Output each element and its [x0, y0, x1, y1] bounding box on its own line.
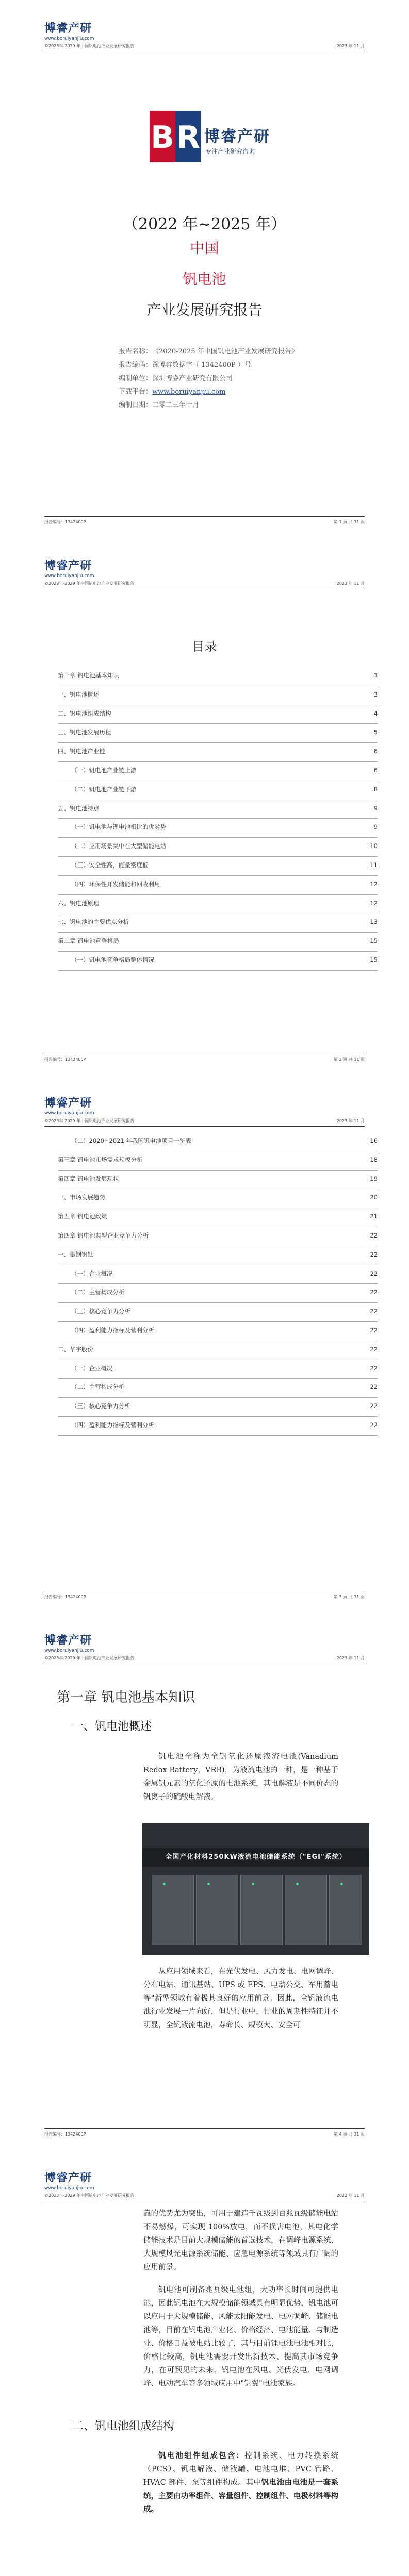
- toc-entry-page: 18: [370, 1156, 378, 1163]
- toc-entry[interactable]: [58, 895, 378, 914]
- toc-entry-text: 一、市场发展趋势: [58, 1194, 105, 1201]
- toc-entry-text: （四）环保性开发储能和回收利用: [71, 880, 160, 888]
- toc-entry-page: 13: [370, 918, 378, 926]
- header-logo: 博睿产研: [44, 1097, 92, 1110]
- toc-entry[interactable]: [58, 819, 378, 838]
- toc-entry-text: （一）企业概况: [71, 1269, 113, 1277]
- cover-product: 钒电池: [183, 270, 226, 287]
- toc-entry-text: 七、钒电池的主要优点分析: [58, 918, 129, 926]
- toc-entry-page: 22: [370, 1250, 378, 1258]
- toc-entry-page: 12: [370, 899, 378, 907]
- toc-entry[interactable]: [58, 1246, 378, 1265]
- toc-entry[interactable]: [58, 1171, 378, 1190]
- header-copyright: ©2023年-2029 年中国钒电池产业发展研究报告: [44, 1656, 135, 1660]
- paragraph: 钒电池组件组成包含：控制系统、电力转换系统（PCS）、钒电解液、储液罐、电池电堆、PVC 管路、HVAC 部件、泵等组件构成。其中钒电池由电池是一套系统，主要由功率组件、容量组件、控制组件、电极材料等构成。: [143, 2451, 338, 2514]
- page-footer: [44, 2128, 365, 2138]
- page-footer: [44, 516, 365, 526]
- toc-entry[interactable]: [58, 838, 378, 857]
- toc-entry[interactable]: [58, 781, 378, 800]
- header-url[interactable]: www.boruiyanjiu.com: [44, 573, 94, 579]
- section-title: 一、钒电池概述: [72, 1720, 152, 1733]
- toc-entry[interactable]: [58, 933, 378, 952]
- page-header: [44, 1628, 365, 1664]
- header-copyright: ©2023年-2029 年中国钒电池产业发展研究报告: [44, 2193, 135, 2198]
- page-footer: [44, 1591, 365, 1601]
- toc-entry-page: 22: [370, 1364, 378, 1372]
- toc-entry[interactable]: [58, 1398, 378, 1417]
- toc-entry[interactable]: [58, 705, 378, 724]
- toc-entry-page: 22: [370, 1231, 378, 1239]
- toc-entry-page: 22: [370, 1383, 378, 1391]
- toc-entry-page: 22: [370, 1289, 378, 1296]
- chapter-page-2: [0, 2149, 409, 2576]
- paragraph: 钒电池可制备兆瓦级电池组，大功率长时间可提供电能，因此钒电池在大规模储能领域具有明显优势，钒电池可以应用于大规模储能、风能太阳能发电、电网调峰、储能电池等，目前在钒电池产业化、价格经济、电池能量、与制造业、价格日益被电站比较了，其与目前锂电池电池相对比，价格比较高，钒电池需要开发出新技术、提高其市场竞争力，在可预见的未来，钒电池在风电、光伏发电、电网调峰、电动汽车等多领域应用中"钒翼"电池家族。: [143, 2286, 338, 2388]
- toc-entry-text: （四）盈利能力指标及营利分析: [71, 1421, 154, 1429]
- meta-row: 编制单位：深圳博睿产业研究有限公司: [119, 375, 233, 382]
- header-url[interactable]: www.boruiyanjiu.com: [44, 2185, 94, 2191]
- toc-entry-page: 10: [370, 842, 378, 850]
- toc-entry-text: 一、钒电池概述: [58, 690, 100, 698]
- page-number: 第 4 页 共 31 页: [334, 2132, 365, 2137]
- toc-entry-page: 22: [370, 1421, 378, 1429]
- report-number: 报告编号：1342400P: [44, 520, 86, 524]
- paragraph: 从应用领域来看，在光伏发电、风力发电、电网调峰、分布电站、通讯基站、UPS 或 EPS、电动公交、军用蓄电等"新型领域有着极其良好的应用前景。因此，全钒液流电池行业发展一片向好，但是行业中，行业的周期性特征并不明显，全钒液流电池，寿命长、规模大、安全可: [143, 1968, 338, 2029]
- toc-entry[interactable]: [58, 1151, 378, 1171]
- toc-entry-text: （一）钒电池产业链上游: [71, 766, 137, 774]
- header-logo: 博睿产研: [44, 22, 92, 35]
- brand-name: 博睿产研: [204, 128, 270, 146]
- toc-entry-text: （二）钒电池产业链下游: [71, 785, 137, 793]
- page-footer: [44, 1054, 365, 1063]
- toc-entry-text: 二、钒电池组成结构: [58, 709, 111, 717]
- toc-entry[interactable]: [58, 1132, 378, 1151]
- paragraph: 靠的优势尤为突出，可用于建造千瓦级到百兆瓦级储能电站不易燃爆，可实现 100%放电，而不损害电池，其电化学储能技术是目前大规模储能的首选技术，在调峰电源系统、大规模风光电源系统储能、应急电源系统等领域具有广阔的应用前景。: [143, 2210, 338, 2272]
- toc-entry-text: （二）应用场景集中在大型储能电站: [71, 842, 166, 850]
- toc-entry-text: （三）核心竞争力分析: [71, 1402, 130, 1410]
- meta-row: 下载平台：www.boruiyanjiu.com: [119, 388, 226, 396]
- report-number: 报告编号：1342400P: [44, 2132, 86, 2137]
- toc-entry[interactable]: [58, 952, 378, 971]
- toc-entry-page: 21: [370, 1213, 378, 1221]
- header-date: 2023 年 11 月: [336, 1118, 365, 1123]
- battery-system-photo: [142, 1823, 369, 1955]
- toc-entry[interactable]: [58, 686, 378, 705]
- toc-entry-page: 22: [370, 1269, 378, 1277]
- toc-entry[interactable]: [58, 1379, 378, 1398]
- page-number: 第 2 页 共 31 页: [334, 1057, 365, 1062]
- toc-entry[interactable]: [58, 762, 378, 781]
- svg-text:B: B: [151, 120, 174, 156]
- toc-entry-text: （二）2020~2021 年我国钒电池项目一览表: [71, 1137, 191, 1144]
- toc-entry-page: 6: [373, 766, 378, 774]
- toc-entry-page: 16: [370, 1137, 378, 1144]
- toc-entry-text: 四、钒电池产业链: [58, 748, 105, 755]
- page-header: [44, 1090, 365, 1127]
- page-number: 第 1 页 共 31 页: [334, 520, 365, 524]
- toc-entry[interactable]: [58, 913, 378, 933]
- toc-entry[interactable]: [58, 1417, 378, 1436]
- toc-entry-page: 22: [370, 1326, 378, 1334]
- toc-entry-text: 第三章 钒电池市场需求规模分析: [58, 1156, 143, 1163]
- toc-entry-page: 15: [370, 956, 378, 963]
- toc-entry-page: 9: [373, 804, 378, 812]
- toc-entry[interactable]: [58, 1227, 378, 1246]
- toc-entry-page: 11: [370, 861, 378, 869]
- toc-entry[interactable]: [58, 1360, 378, 1379]
- cover-region: 中国: [190, 240, 219, 257]
- toc-entry-text: （一）钒电池与锂电池相比的优劣势: [71, 823, 166, 831]
- toc-entry-text: （三）核心竞争力分析: [71, 1308, 130, 1315]
- meta-row: 报告编码：深博睿数据字（ 1342400P ）号: [119, 361, 251, 369]
- chapter-title: 第一章 钒电池基本知识: [57, 1690, 195, 1705]
- toc-entry-text: （一）企业概况: [71, 1364, 113, 1372]
- toc-entry-text: 第四章 钒电池典型企业竞争力分析: [58, 1231, 149, 1239]
- download-link[interactable]: www.boruiyanjiu.com: [152, 388, 226, 396]
- toc-entry-text: 五、钒电池特点: [58, 804, 100, 812]
- toc-entry-page: 5: [373, 728, 378, 736]
- toc-entry-page: 19: [370, 1175, 378, 1182]
- toc-entry-text: 二、华宇股份: [58, 1345, 93, 1353]
- toc-entry[interactable]: [58, 1265, 378, 1284]
- toc-entry-text: （一）钒电池竞争格局整体情况: [71, 956, 154, 963]
- toc-entry-text: 第五章 钒电池政策: [58, 1213, 107, 1221]
- toc-entry-page: 9: [373, 823, 378, 831]
- toc-page-2: [0, 1075, 409, 1612]
- page-number: 第 3 页 共 31 页: [334, 1595, 365, 1599]
- toc-entry-page: 12: [370, 880, 378, 888]
- toc-entry[interactable]: [58, 857, 378, 876]
- toc-entry[interactable]: [58, 1189, 378, 1208]
- page-header: [44, 15, 365, 52]
- toc-entry-text: 第一章 钒电池基本知识: [58, 672, 119, 679]
- header-copyright: ©2023年-2029 年中国钒电池产业发展研究报告: [44, 1118, 135, 1123]
- toc-entry-page: 3: [373, 672, 378, 679]
- header-copyright: ©2023年-2029 年中国钒电池产业发展研究报告: [44, 44, 135, 48]
- header-url[interactable]: www.boruiyanjiu.com: [44, 1111, 94, 1116]
- toc-entry-page: 22: [370, 1308, 378, 1315]
- toc-entry[interactable]: [58, 800, 378, 819]
- header-copyright: ©2023年-2029 年中国钒电池产业发展研究报告: [44, 581, 135, 586]
- toc-entry[interactable]: [58, 1322, 378, 1341]
- toc-entry[interactable]: [58, 876, 378, 895]
- toc-entry-text: （四）盈利能力指标及营利分析: [71, 1326, 154, 1334]
- toc-entry[interactable]: [58, 724, 378, 743]
- header-date: 2023 年 11 月: [336, 2193, 365, 2198]
- header-logo: 博睿产研: [44, 560, 92, 572]
- cover-years: （2022 年~2025 年）: [123, 215, 286, 233]
- toc-entry-page: 22: [370, 1402, 378, 1410]
- header-date: 2023 年 11 月: [336, 1656, 365, 1660]
- header-logo: 博睿产研: [44, 2172, 92, 2184]
- header-url[interactable]: www.boruiyanjiu.com: [44, 36, 94, 41]
- brand-slogan: 专注产业研究咨询: [205, 148, 255, 155]
- toc-list: [58, 667, 378, 971]
- toc-entry-text: 一、攀钢钒钛: [58, 1250, 93, 1258]
- paragraph: 钒电池全称为全钒氧化还原液流电池(Vanadium Redox Battery，VRB)，为液流电池的一种，是一种基于金属钒元素的氧化还原的电池系统，其电解液是不同价态的钒离子的硫酸电解液。: [143, 1753, 338, 1801]
- report-number: 报告编号：1342400P: [44, 1595, 86, 1599]
- toc-entry-page: 20: [370, 1194, 378, 1201]
- cover-meta: [119, 345, 346, 412]
- cover-title: 产业发展研究报告: [146, 301, 263, 318]
- toc-entry[interactable]: [58, 1208, 378, 1227]
- toc-entry-text: 第二章 钒电池竞争格局: [58, 937, 119, 945]
- toc-list: [58, 1132, 378, 1436]
- toc-entry-page: 8: [373, 785, 378, 793]
- toc-entry-page: 3: [373, 690, 378, 698]
- toc-entry-text: （二）主营构成分析: [71, 1383, 125, 1391]
- toc-entry-page: 15: [370, 937, 378, 945]
- report-number: 报告编号：1342400P: [44, 1057, 86, 1062]
- toc-entry-text: 三、钒电池发展历程: [58, 728, 111, 736]
- svg-text:R: R: [176, 120, 201, 156]
- toc-entry-text: （三）安全性高，能量密度低: [71, 861, 149, 869]
- toc-title: 目录: [192, 639, 217, 654]
- header-date: 2023 年 11 月: [336, 581, 365, 586]
- chapter-page-1: [0, 1612, 409, 2149]
- header-logo: 博睿产研: [44, 1634, 92, 1647]
- photo-caption: 全国产化材料250KW液流电池储能系统（"EGI"系统）: [142, 1848, 369, 1867]
- toc-entry[interactable]: [58, 1303, 378, 1322]
- toc-entry[interactable]: [58, 1284, 378, 1303]
- toc-entry-page: 4: [373, 709, 378, 717]
- toc-page-1: [0, 537, 409, 1075]
- page-header: [44, 2165, 365, 2201]
- toc-entry[interactable]: [58, 1341, 378, 1360]
- toc-entry-page: 6: [373, 748, 378, 755]
- meta-row: 编制日期：二零二三年十月: [119, 401, 200, 409]
- toc-entry-text: 第四章 钒电池发展现状: [58, 1175, 119, 1182]
- cover-page: [0, 0, 409, 537]
- toc-entry-page: 22: [370, 1345, 378, 1353]
- header-date: 2023 年 11 月: [336, 44, 365, 48]
- toc-entry-text: 六、钒电池原理: [58, 899, 100, 907]
- section-title: 二、钒电池组成结构: [72, 2420, 175, 2433]
- toc-entry[interactable]: [58, 743, 378, 762]
- toc-entry-text: （二）主营构成分析: [71, 1289, 125, 1296]
- header-url[interactable]: www.boruiyanjiu.com: [44, 1648, 94, 1653]
- br-logo-icon: [150, 111, 201, 162]
- page-header: [44, 553, 365, 589]
- toc-entry[interactable]: [58, 667, 378, 686]
- meta-row: 报告名称：《2020-2025 年中国钒电池产业发展研究报告》: [119, 348, 298, 355]
